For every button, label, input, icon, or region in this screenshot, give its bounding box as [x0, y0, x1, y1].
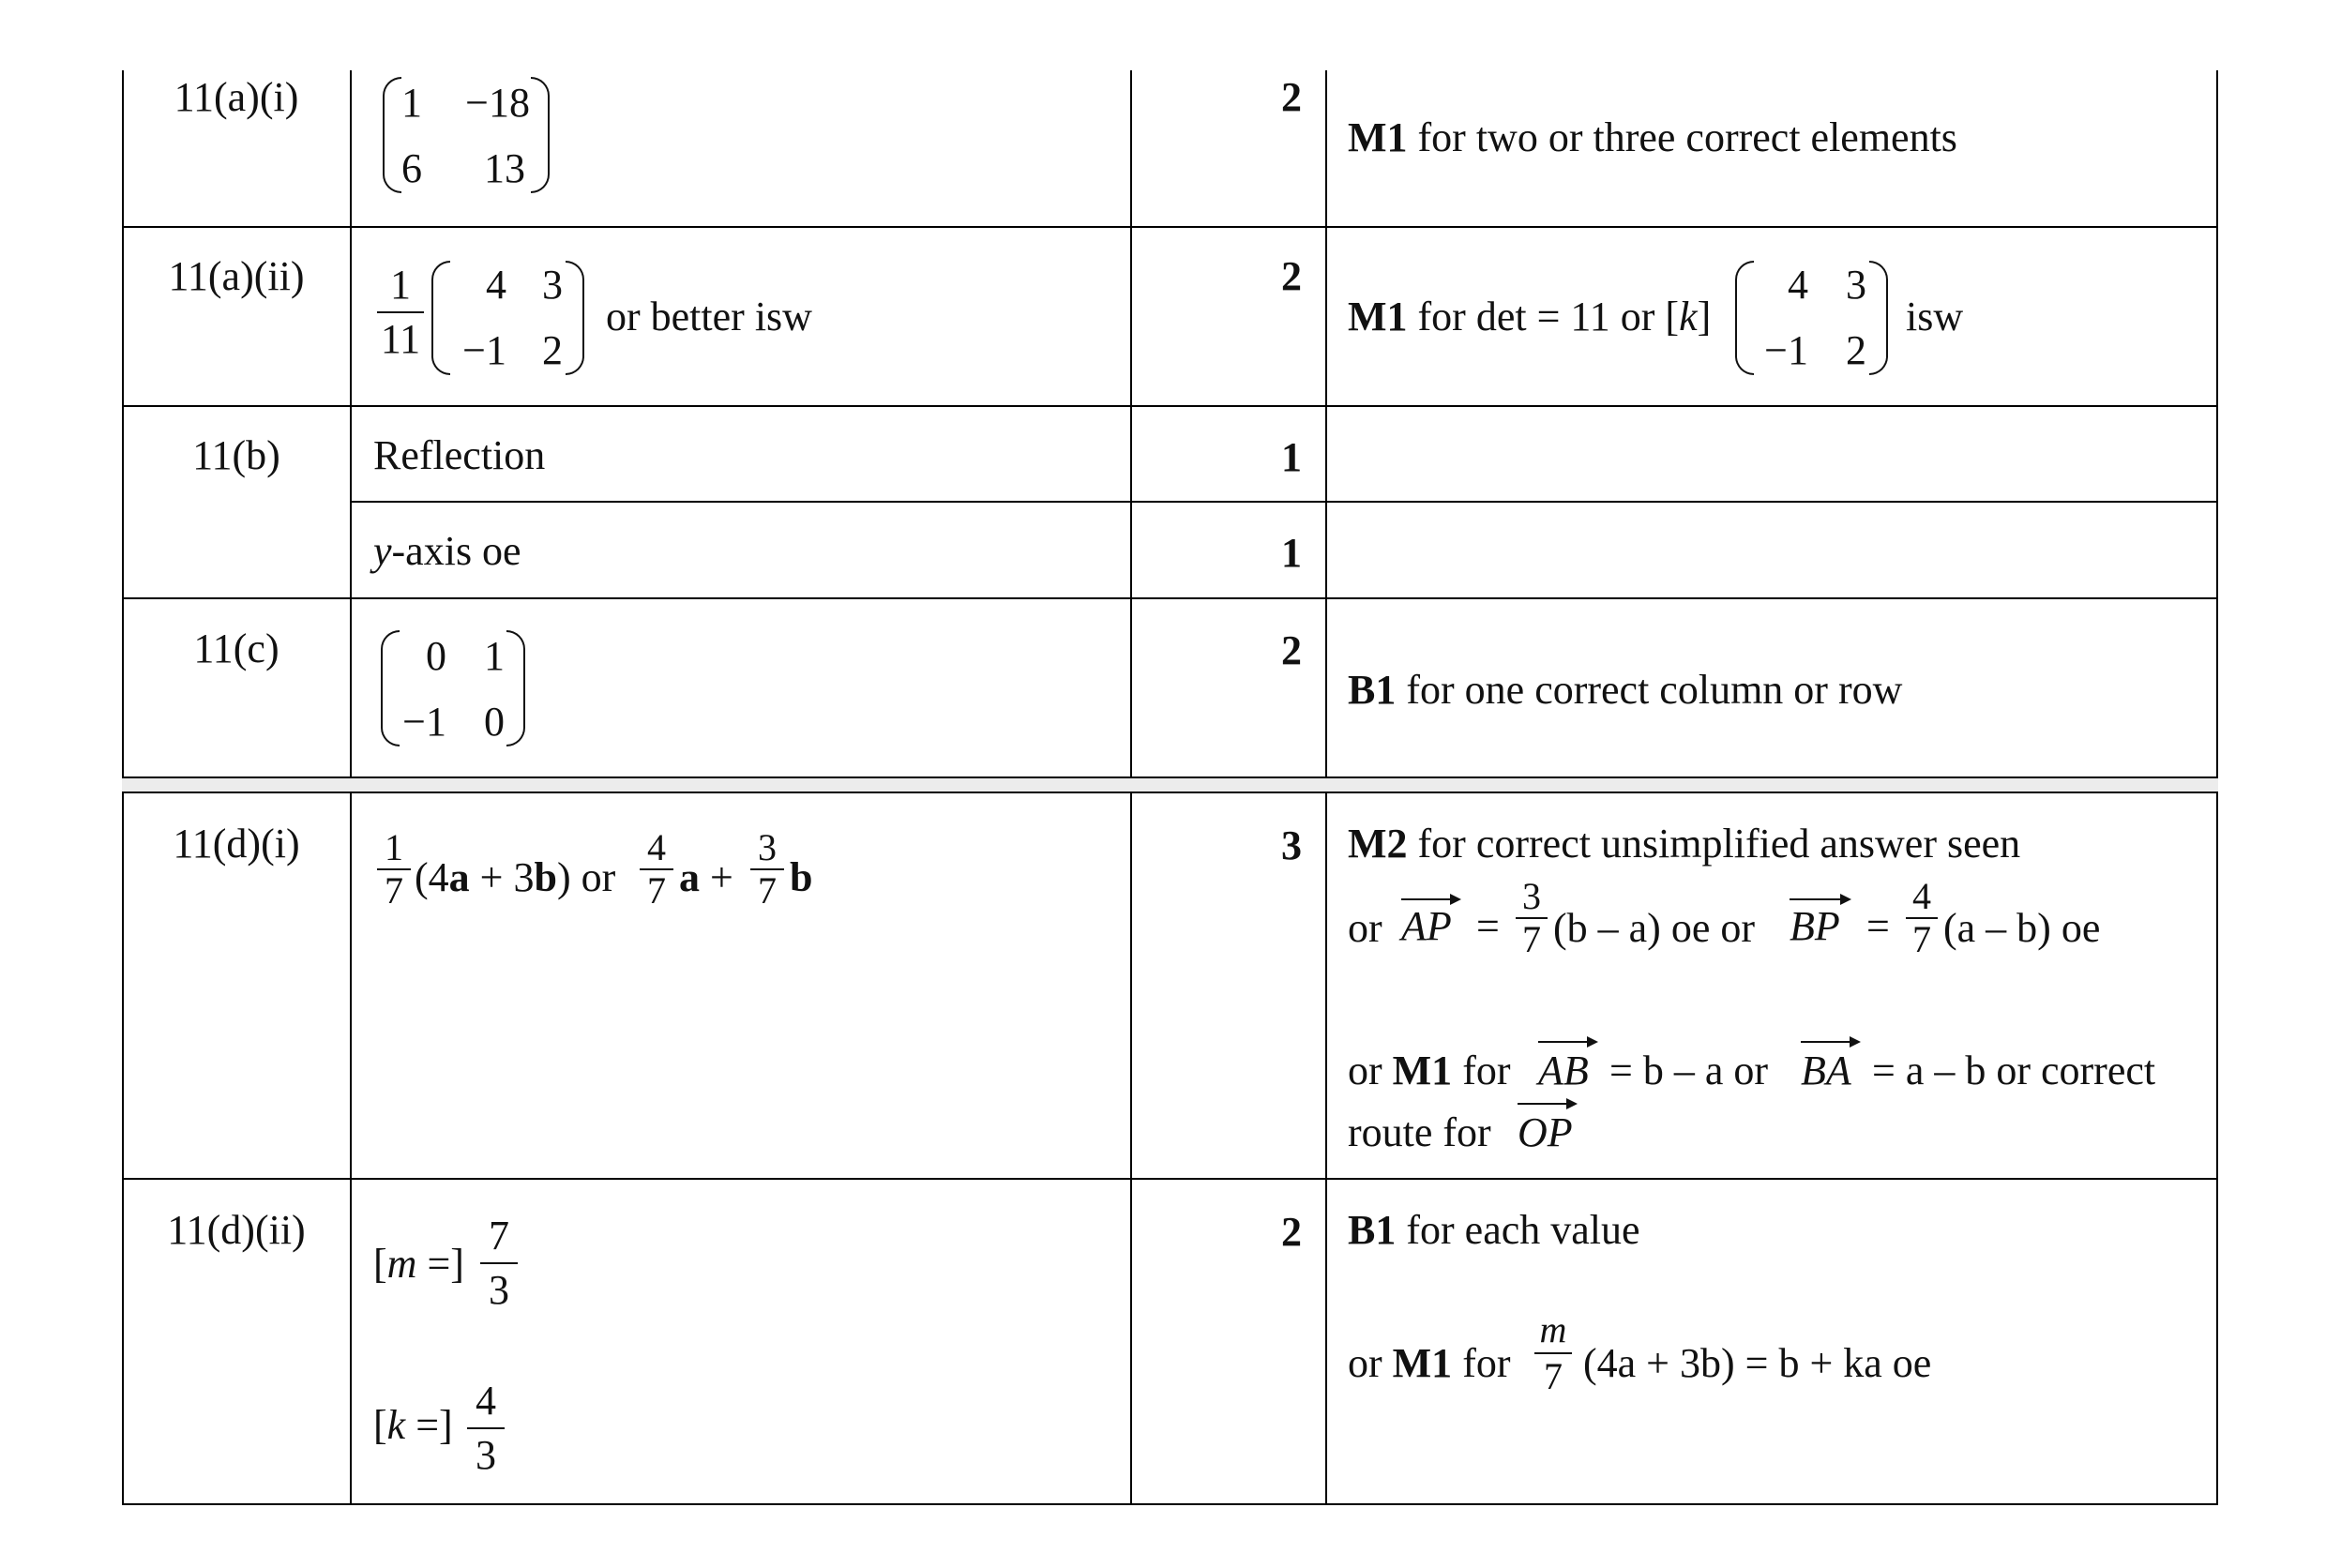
- question-ref: 11(a)(ii): [168, 253, 305, 299]
- answer-fraction: 1 11: [377, 264, 424, 360]
- guidance-line: M2 for correct unsimplified answer seen: [1348, 821, 2021, 867]
- question-ref: 11(d)(ii): [167, 1207, 306, 1253]
- question-ref: 11(b): [192, 432, 280, 478]
- answer-text: y-axis oe: [373, 528, 521, 574]
- question-ref: 11(c): [193, 626, 279, 671]
- marks: 1: [1281, 434, 1302, 480]
- question-ref: 11(d)(i): [173, 821, 300, 867]
- marks: 1: [1281, 530, 1302, 576]
- answer-text: Reflection: [373, 432, 546, 478]
- guidance: B1 for one correct column or row: [1348, 667, 1903, 713]
- marks: 2: [1281, 253, 1302, 299]
- guidance-line: B1 for each value: [1348, 1207, 1640, 1253]
- marks: 3: [1281, 822, 1302, 868]
- question-ref: 11(a)(i): [174, 74, 299, 120]
- guidance-suffix: isw: [1906, 294, 1964, 339]
- guidance: M1 for det = 11 or [k]: [1348, 294, 1712, 339]
- answer-suffix: or better isw: [606, 294, 812, 339]
- guidance: M1 for two or three correct elements: [1348, 114, 1957, 160]
- marks: 2: [1281, 1209, 1302, 1255]
- marks: 2: [1281, 74, 1302, 120]
- marks: 2: [1281, 627, 1302, 673]
